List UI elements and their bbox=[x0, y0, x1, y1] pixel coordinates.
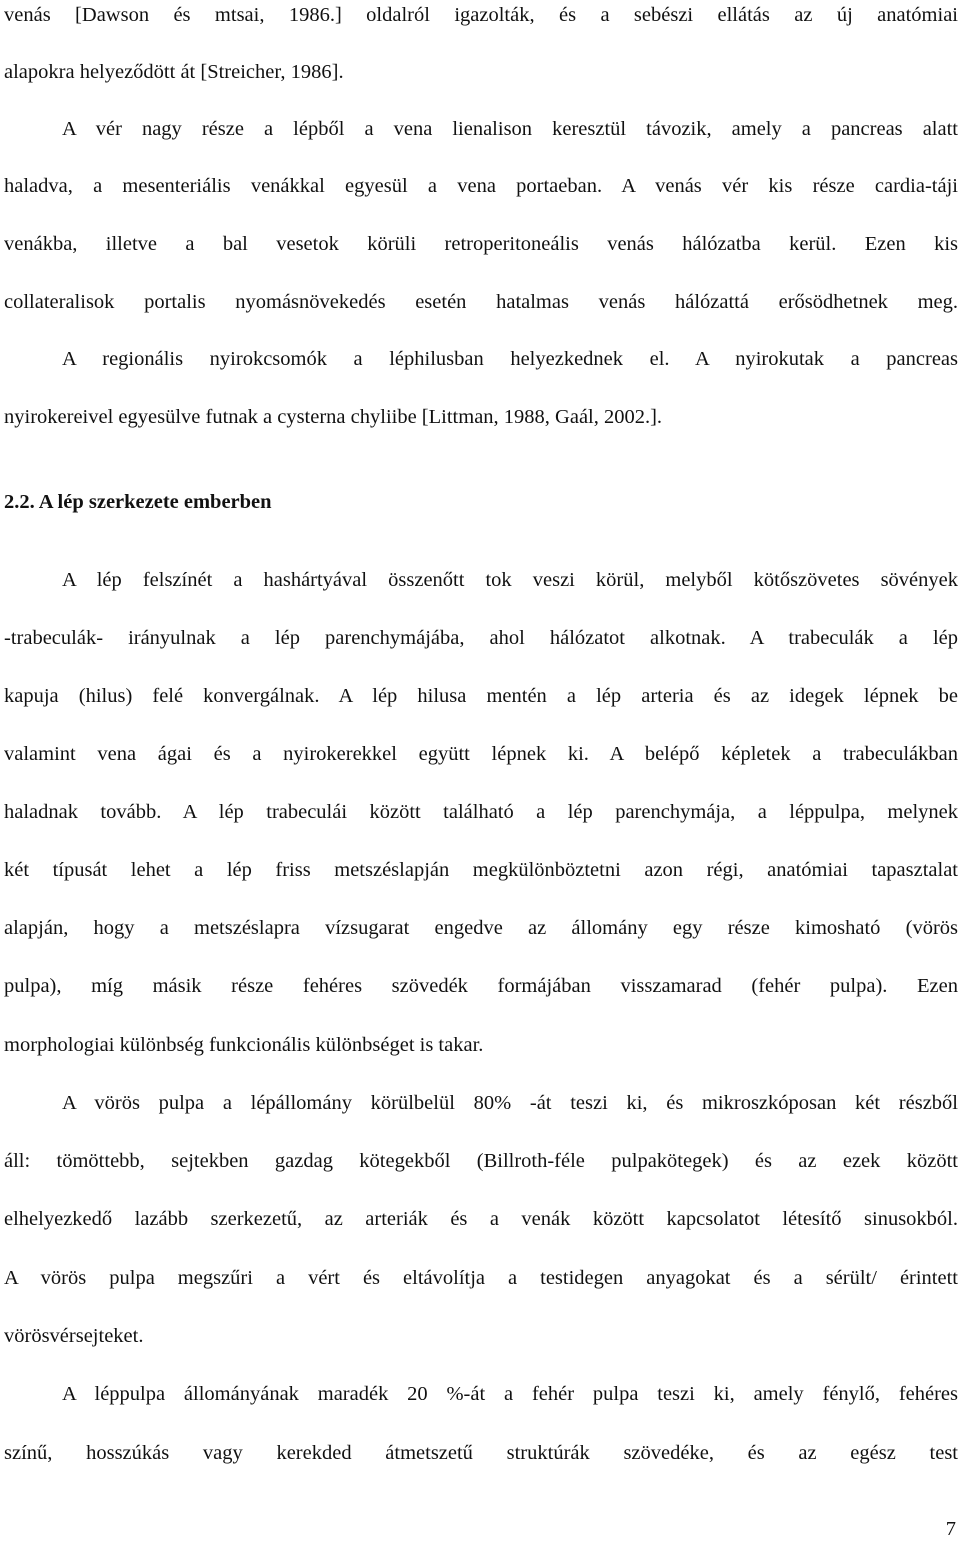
text-line: valamint vena ágai és a nyirokerekkel együtt lépnek ki. A belépő képletek a trabeculákban bbox=[4, 743, 958, 765]
text-line: alapján, hogy a metszéslapra vízsugarat engedve az állomány egy része kimosható (vörös bbox=[4, 917, 958, 939]
text-line: A regionális nyirokcsomók a léphilusban helyezkednek el. A nyirokutak a pancreas bbox=[62, 348, 958, 370]
text-line: venás [Dawson és mtsai, 1986.] oldalról igazolták, és a sebészi ellátás az új anatómiai bbox=[4, 4, 958, 26]
text-line: A vörös pulpa a lépállomány körülbelül 80% -át teszi ki, és mikroszkóposan két részből bbox=[62, 1092, 958, 1114]
text-line: A vér nagy része a lépből a vena lienalison keresztül távozik, amely a pancreas alatt bbox=[62, 118, 958, 140]
text-line: áll: tömöttebb, sejtekben gazdag kötegekből (Billroth-féle pulpakötegek) és az ezek között bbox=[4, 1150, 958, 1172]
text-line: A vörös pulpa megszűri a vért és eltávolítja a testidegen anyagokat és a sérült/ érintett bbox=[4, 1267, 958, 1289]
text-line: venákba, illetve a bal vesetok körüli retroperitoneális venás hálózatba kerül. Ezen kis bbox=[4, 233, 958, 255]
text-line: A lép felszínét a hashártyával összenőtt tok veszi körül, melyből kötőszövetes sövények bbox=[62, 569, 958, 591]
text-line: pulpa), míg másik része fehéres szövedék formájában visszamarad (fehér pulpa). Ezen bbox=[4, 975, 958, 997]
text-line: alapokra helyeződött át [Streicher, 1986]. bbox=[4, 61, 344, 83]
text-line: nyirokereivel egyesülve futnak a cysterna chyliibe [Littman, 1988, Gaál, 2002.]. bbox=[4, 406, 663, 428]
text-line: két típusát lehet a lép friss metszéslapján megkülönböztetni azon régi, anatómiai tapasztalat bbox=[4, 859, 958, 881]
text-line: haladnak tovább. A lép trabeculái között található a lép parenchymája, a léppulpa, melynek bbox=[4, 801, 958, 823]
page-number: 7 bbox=[945, 1518, 956, 1540]
text-line: színű, hosszúkás vagy kerekded átmetszetű struktúrák szövedéke, és az egész test bbox=[4, 1442, 958, 1464]
text-line: collateralisok portalis nyomásnövekedés esetén hatalmas venás hálózattá erősödhetnek meg. bbox=[4, 291, 958, 313]
text-line: elhelyezkedő lazább szerkezetű, az arteriák és a venák között kapcsolatot létesítő sinusokból. bbox=[4, 1208, 958, 1230]
section-heading: 2.2. A lép szerkezete emberben bbox=[4, 491, 272, 513]
text-line: -trabeculák- irányulnak a lép parenchymájába, ahol hálózatot alkotnak. A trabeculák a lép bbox=[4, 627, 958, 649]
text-line: kapuja (hilus) felé konvergálnak. A lép hilusa mentén a lép arteria és az idegek lépnek be bbox=[4, 685, 958, 707]
text-line: A léppulpa állományának maradék 20 %-át a fehér pulpa teszi ki, amely fénylő, fehéres bbox=[62, 1383, 958, 1405]
text-line: vörösvérsejteket. bbox=[4, 1325, 144, 1347]
text-line: morphologiai különbség funkcionális különbséget is takar. bbox=[4, 1034, 484, 1056]
text-line: haladva, a mesenteriális venákkal egyesül a vena portaeban. A venás vér kis része cardia-táji bbox=[4, 175, 958, 197]
